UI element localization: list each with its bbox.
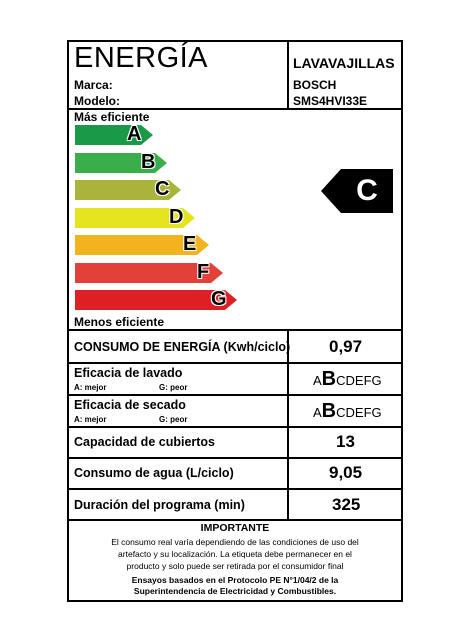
efficiency-bar-c — [75, 180, 181, 200]
wash-scale-best: A: mejor — [74, 383, 107, 392]
appliance-type: LAVAVAJILLAS — [293, 55, 395, 71]
efficiency-letter-e: E — [183, 233, 197, 255]
footer-line-5: Superintendencia de Electricidad y Combustibles. — [133, 586, 337, 596]
footer-line-2: artefacto y su localización. La etiqueta debe permanecer en el — [118, 549, 352, 559]
model-value: SMS4HVI33E — [293, 94, 368, 108]
capacity-label: Capacidad de cubiertos — [74, 435, 216, 449]
footer-line-3: producto y solo puede ser retirada por el consumidor final — [126, 561, 344, 571]
water-consumption-value: 9,05 — [329, 463, 363, 482]
wash-efficiency-value: ABCDEFG — [313, 368, 382, 390]
efficiency-bar-d — [75, 205, 195, 228]
efficiency-bar-g — [75, 290, 237, 310]
rating-arrow — [321, 169, 393, 213]
efficiency-letter-b: B — [141, 150, 156, 173]
efficiency-letter-f: F — [197, 260, 210, 283]
wash-efficiency-label: Eficacia de lavado — [74, 366, 183, 380]
efficiency-bar-b — [75, 150, 167, 173]
dry-efficiency-label: Eficacia de secado — [74, 398, 186, 412]
energy-consumption-value: 0,97 — [329, 337, 363, 356]
energy-label — [67, 40, 403, 602]
efficiency-bar-e — [75, 235, 209, 255]
dry-scale-worst: G: peor — [159, 415, 188, 424]
dry-scale-best: A: mejor — [74, 415, 107, 424]
brand-value: BOSCH — [293, 78, 337, 92]
wash-scale-worst: G: peor — [159, 383, 188, 392]
efficiency-letter-g: G — [211, 288, 227, 310]
model-label: Modelo: — [74, 94, 120, 108]
energy-consumption-label: CONSUMO DE ENERGÍA (Kwh/ciclo) — [74, 340, 291, 354]
program-duration-label: Duración del programa (min) — [74, 498, 245, 512]
efficiency-letter-a: A — [127, 123, 142, 145]
efficiency-bar-f — [75, 260, 223, 283]
efficiency-bar-a — [75, 125, 153, 145]
program-duration-value: 325 — [332, 495, 361, 514]
label-title: ENERGÍA — [74, 42, 209, 74]
water-consumption-label: Consumo de agua (L/ciclo) — [74, 466, 234, 480]
footer-line-4: Ensayos basados en el Protocolo PE N°1/04/2 de la — [131, 575, 339, 585]
footer-heading: IMPORTANTE — [200, 522, 270, 534]
brand-label: Marca: — [74, 78, 113, 92]
least-efficient-label: Menos eficiente — [74, 315, 165, 329]
rating-letter: C — [341, 169, 393, 213]
capacity-value: 13 — [336, 432, 355, 451]
most-efficient-label: Más eficiente — [74, 110, 150, 124]
dry-efficiency-value: ABCDEFG — [313, 400, 382, 422]
efficiency-letter-c: C — [155, 178, 170, 200]
efficiency-letter-d: D — [169, 205, 184, 228]
footer-line-1: El consumo real varía dependiendo de las condiciones de uso del — [111, 537, 359, 547]
